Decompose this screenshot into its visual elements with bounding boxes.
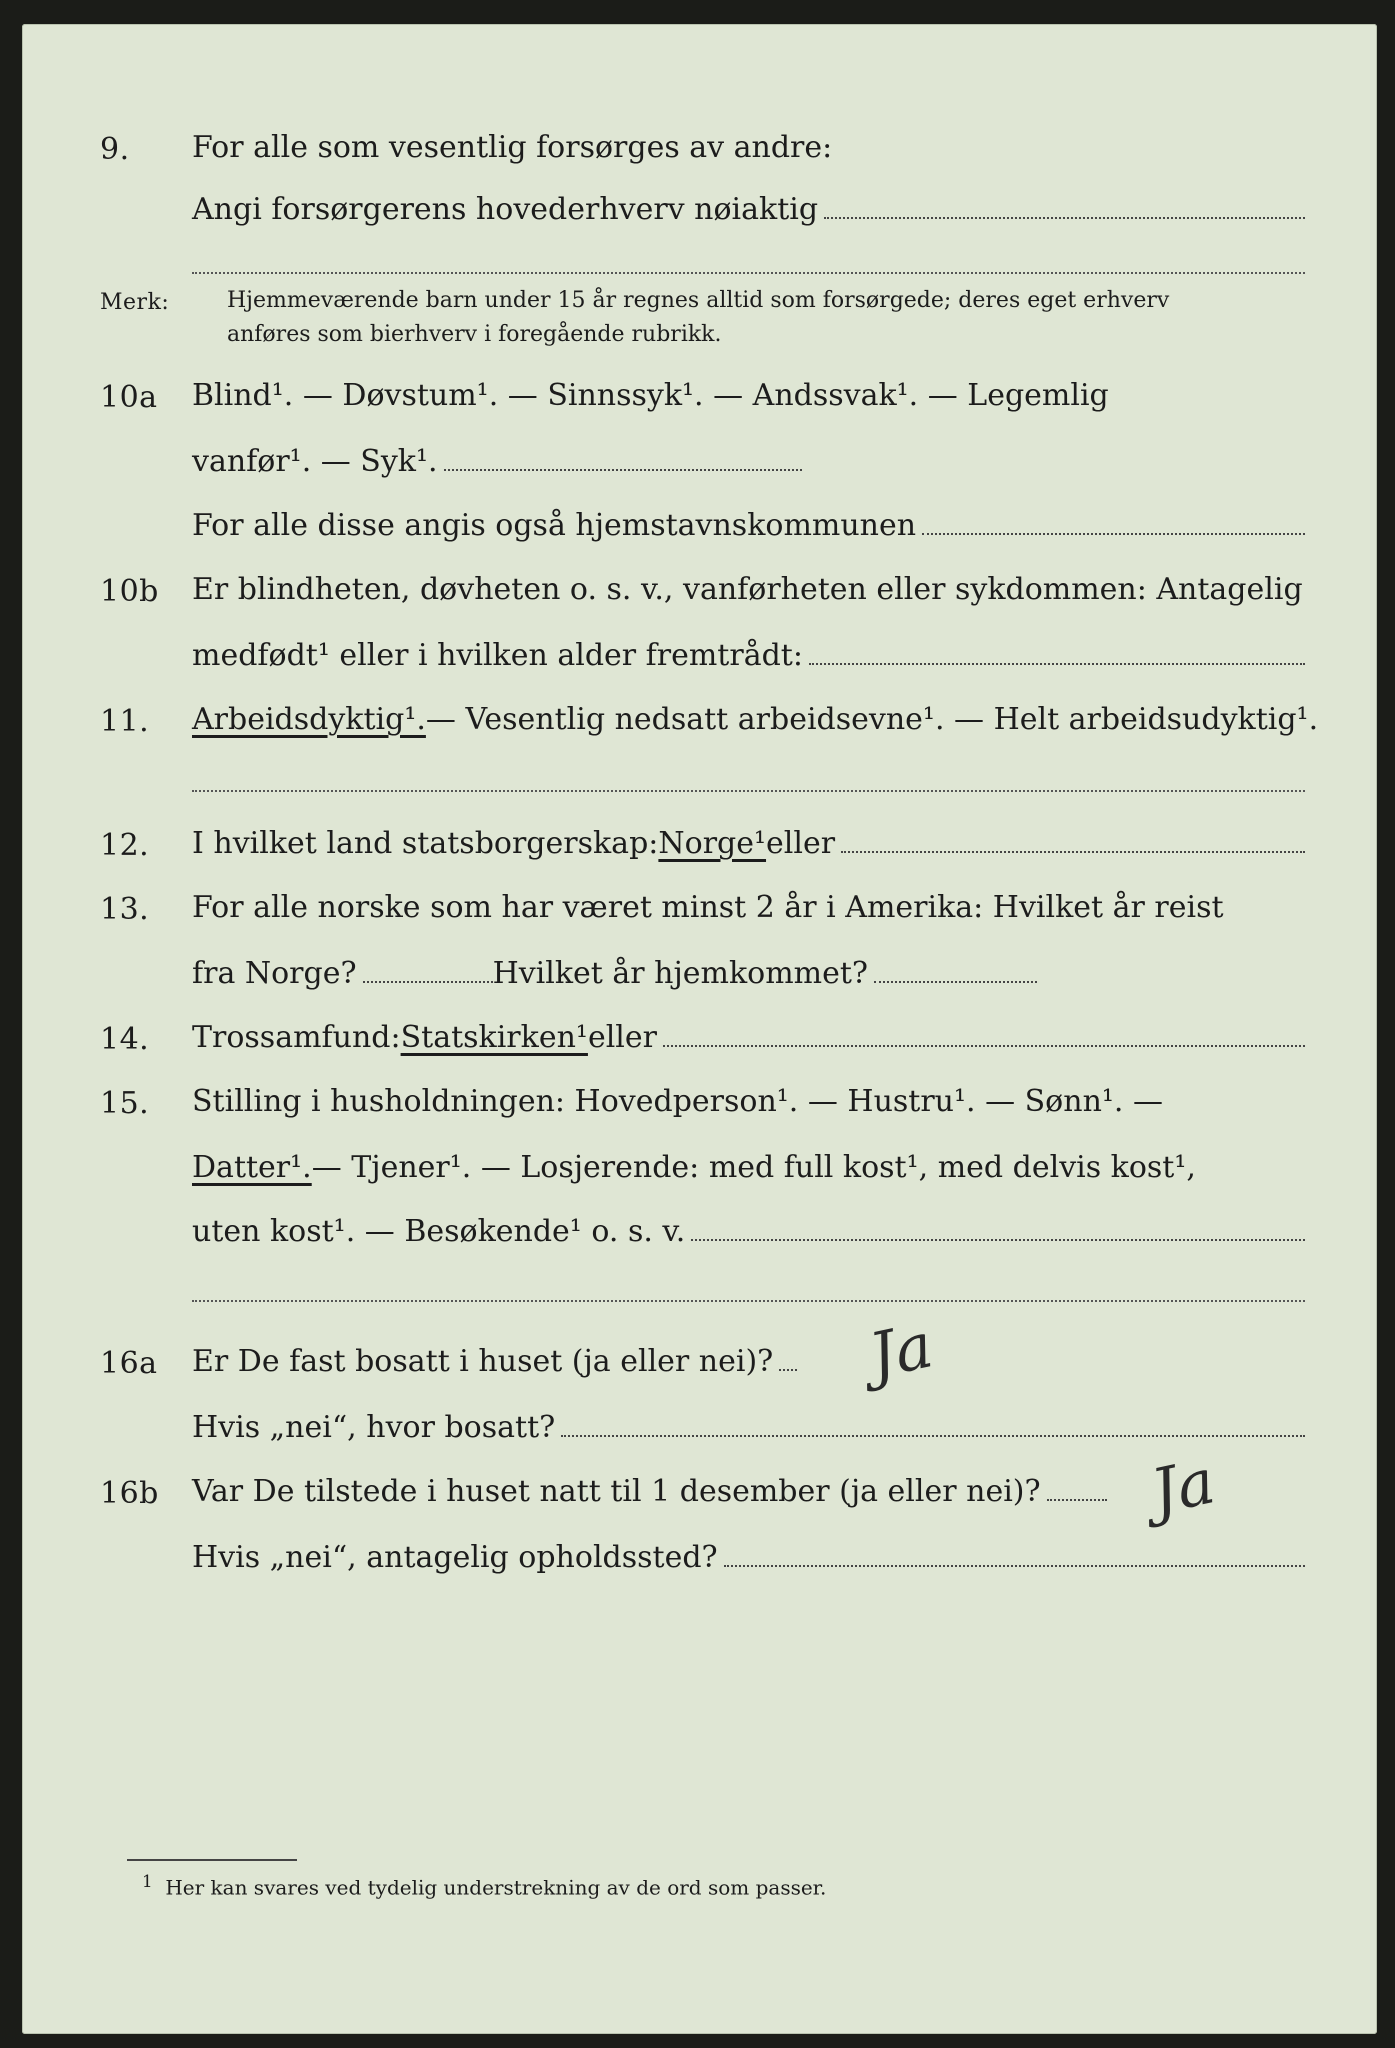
census-form-page [22, 24, 1377, 2034]
q16b-followup-line [724, 1565, 1305, 1567]
q12-post: eller [766, 826, 836, 861]
q10b-line1: Er blindheten, døvheten o. s. v., vanførheten eller sykdommen: Antagelig [192, 572, 1303, 607]
q16a-number: 16a [100, 1346, 158, 1381]
q16a-answer-line [779, 1369, 797, 1371]
merk-label: Merk: [100, 290, 170, 315]
q13-left-line [363, 981, 493, 983]
q14-answer-line [663, 1045, 1305, 1047]
q11-selected-option: Arbeidsdyktig¹. [192, 702, 426, 737]
q15-selected-option: Datter¹. [192, 1150, 312, 1185]
q10a-line3 [192, 508, 1305, 543]
q15-line3 [192, 1214, 1305, 1249]
q13-right-line [874, 981, 1037, 983]
q11-rule [192, 790, 1305, 792]
q9-answer-line [824, 217, 1305, 219]
q10a-line1: Blind¹. — Døvstum¹. — Sinnssyk¹. — Andssvak¹. — Legemlig [192, 378, 1109, 413]
q16b-prompt: Var De tilstede i huset natt til 1 desember (ja eller nei)? [192, 1474, 1041, 1509]
merk-line2: anføres som bierhverv i foregående rubrikk. [227, 322, 722, 347]
q10a-answer-line [444, 469, 802, 471]
q10a-options: vanfør¹. — Syk¹. [192, 444, 438, 479]
q15-prompt: uten kost¹. — Besøkende¹ o. s. v. [192, 1214, 686, 1249]
q9-prompt: Angi forsørgerens hovederhverv nøiaktig [192, 192, 819, 227]
q13-right-prompt: Hvilket år hjemkommet? [492, 956, 869, 991]
q15-line2 [192, 1150, 1305, 1185]
q10a-prompt: For alle disse angis også hjemstavnskommunen [192, 508, 917, 543]
q16a-handwritten-answer: Ja [863, 1308, 939, 1393]
q12-answer-line [841, 851, 1305, 853]
q14-post: eller [587, 1020, 657, 1055]
q12-line [192, 826, 1305, 861]
q11-options: — Vesentlig nedsatt arbeidsevne¹. — Helt arbeidsudyktig¹. [425, 702, 1319, 737]
q16a-line1 [192, 1344, 797, 1379]
q13-number: 13. [100, 892, 150, 927]
q12-prompt: I hvilket land statsborgerskap: [192, 826, 659, 861]
q9-text: For alle som vesentlig forsørges av andre: [192, 130, 833, 165]
q10b-number: 10b [100, 574, 159, 609]
q16b-followup: Hvis „nei“, antagelig opholdssted? [192, 1540, 718, 1575]
q14-prompt: Trossamfund: [192, 1020, 401, 1055]
merk-line1: Hjemmeværende barn under 15 år regnes alltid som forsørgede; deres eget erhverv [227, 288, 1170, 313]
q16a-line2 [192, 1410, 1305, 1445]
q10b-line2 [192, 638, 1305, 673]
footnote-mark: 1 [142, 1872, 153, 1891]
q9-line2 [192, 192, 1305, 227]
q16a-prompt: Er De fast bosatt i huset (ja eller nei)? [192, 1344, 774, 1379]
q9-rule [192, 272, 1305, 274]
q11-line1 [192, 702, 1319, 737]
q15-number: 15. [100, 1086, 150, 1121]
q16b-line1 [192, 1474, 1107, 1509]
q10a-home-line [922, 533, 1305, 535]
q14-line [192, 1020, 1305, 1055]
q14-selected-option: Statskirken¹ [400, 1020, 588, 1055]
q15-options: — Tjener¹. — Losjerende: med full kost¹, med delvis kost¹, [311, 1150, 1196, 1185]
q9-line1 [192, 130, 1305, 165]
q16b-answer-line [1047, 1499, 1107, 1501]
q16b-handwritten-answer: Ja [1145, 1444, 1221, 1529]
q13-left-prompt: fra Norge? [192, 956, 357, 991]
footnote [142, 1872, 826, 1900]
q13-line2 [192, 956, 1037, 991]
q10b-answer-line [809, 663, 1305, 665]
q16a-followup-line [561, 1435, 1305, 1437]
q15-rule [192, 1300, 1305, 1302]
q15-line1: Stilling i husholdningen: Hovedperson¹. — Hustru¹. — Sønn¹. — [192, 1084, 1163, 1119]
q9-number: 9. [100, 132, 130, 167]
footnote-text: Her kan svares ved tydelig understrekning av de ord som passer. [165, 1875, 827, 1900]
q14-number: 14. [100, 1022, 150, 1057]
q13-line1: For alle norske som har været minst 2 år i Amerika: Hvilket år reist [192, 890, 1224, 925]
q12-number: 12. [100, 828, 150, 863]
q10a-line2 [192, 444, 802, 479]
q12-selected-option: Norge¹ [658, 826, 767, 861]
q10a-number: 10a [100, 380, 158, 415]
q16a-followup: Hvis „nei“, hvor bosatt? [192, 1410, 556, 1445]
q16b-line2 [192, 1540, 1305, 1575]
footnote-rule [127, 1859, 297, 1861]
q16b-number: 16b [100, 1476, 159, 1511]
q11-number: 11. [100, 704, 150, 739]
q10b-prompt: medfødt¹ eller i hvilken alder fremtrådt: [192, 638, 803, 673]
q15-answer-line [691, 1239, 1305, 1241]
